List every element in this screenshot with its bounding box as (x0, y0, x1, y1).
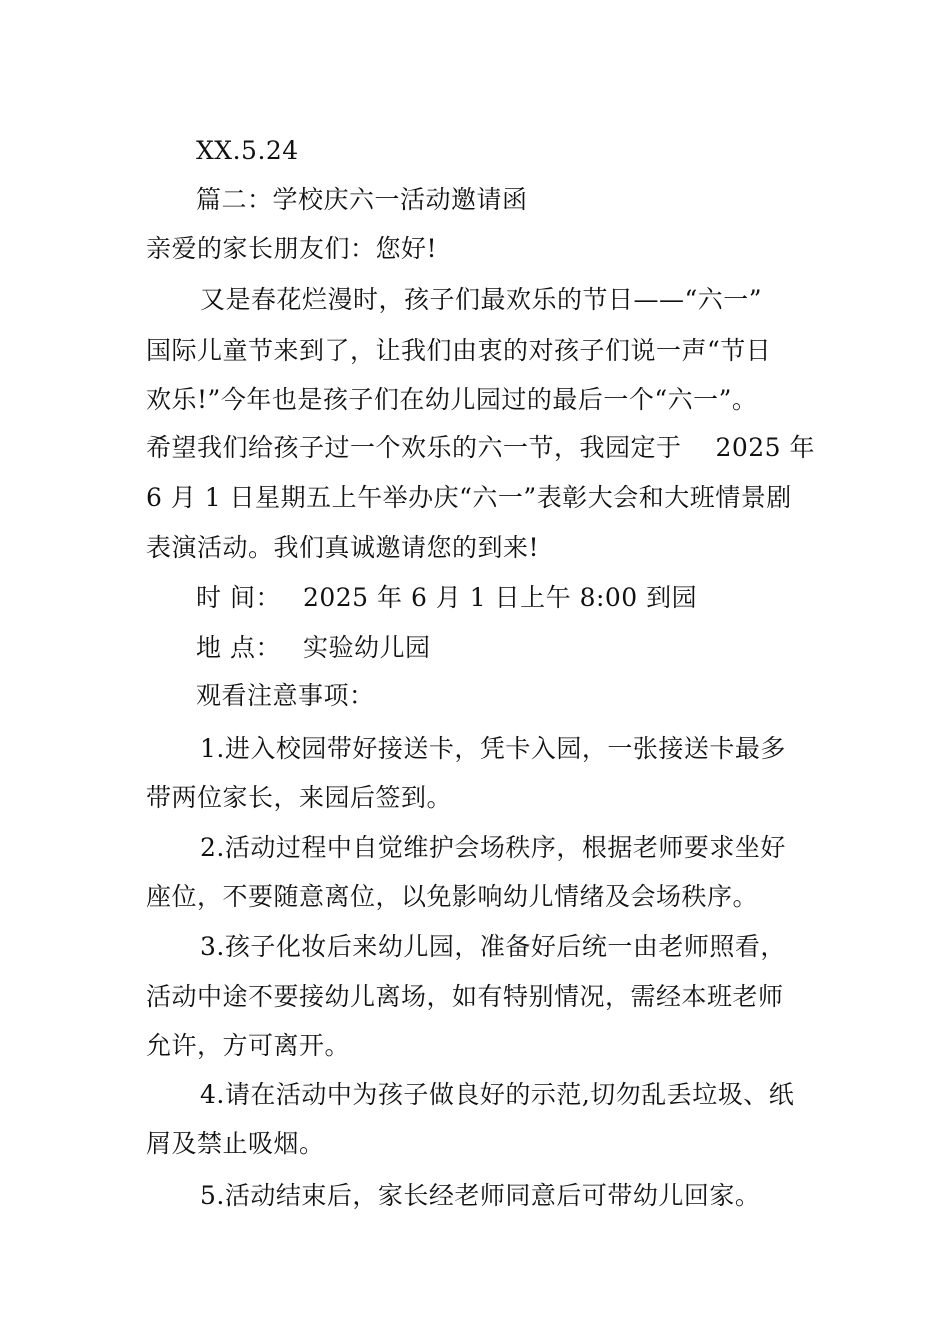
event-time-row (196, 583, 876, 613)
note-3-line-3: 允许，方可离开。 (146, 1031, 351, 1060)
note-2-line-1: 2.活动过程中自觉维护会场秩序，根据老师要求坐好 (200, 833, 786, 862)
body-line-6: 表演活动。我们真诚邀请您的到来! (146, 533, 540, 562)
event-place-row (196, 633, 876, 663)
event-place-value: 实验幼儿园 (302, 633, 431, 662)
event-time-value: 2025 年 6 月 1 日上午 8:00 到园 (302, 583, 698, 612)
document-date: XX.5.24 (196, 136, 299, 165)
note-3-line-1: 3.孩子化妆后来幼儿园，准备好后统一由老师照看， (200, 932, 786, 961)
note-1-line-2: 带两位家长，来园后签到。 (146, 783, 453, 812)
body-line-3: 欢乐!”今年也是孩子们在幼儿园过的最后一个“六一”。 (146, 385, 758, 414)
event-place-label: 地 点： (196, 633, 281, 662)
body-line-4: 希望我们给孩子过一个欢乐的六一节，我园定于 2025 年 (146, 433, 816, 462)
note-2-line-2: 座位，不要随意离位，以免影响幼儿情绪及会场秩序。 (146, 882, 759, 911)
event-time-label: 时 间： (196, 583, 281, 612)
note-5-line-1: 5.活动结束后，家长经老师同意后可带幼儿回家。 (200, 1181, 761, 1210)
note-4-line-2: 屑及禁止吸烟。 (146, 1129, 325, 1158)
body-line-1: 又是春花烂漫时，孩子们最欢乐的节日——“六一” (200, 285, 763, 314)
section-title: 篇二：学校庆六一活动邀请函 (196, 185, 528, 214)
body-line-5: 6 月 1 日星期五上午举办庆“六一”表彰大会和大班情景剧 (146, 483, 792, 512)
note-4-line-1: 4.请在活动中为孩子做良好的示范,切勿乱丢垃圾、纸 (200, 1080, 795, 1109)
body-line-2: 国际儿童节来到了，让我们由衷的对孩子们说一声“节日 (146, 336, 772, 365)
note-1-line-1: 1.进入校园带好接送卡，凭卡入园，一张接送卡最多 (200, 734, 786, 763)
note-3-line-2: 活动中途不要接幼儿离场，如有特别情况，需经本班老师 (146, 982, 784, 1011)
greeting: 亲爱的家长朋友们：您好! (146, 234, 438, 263)
notes-title: 观看注意事项： (196, 681, 375, 710)
